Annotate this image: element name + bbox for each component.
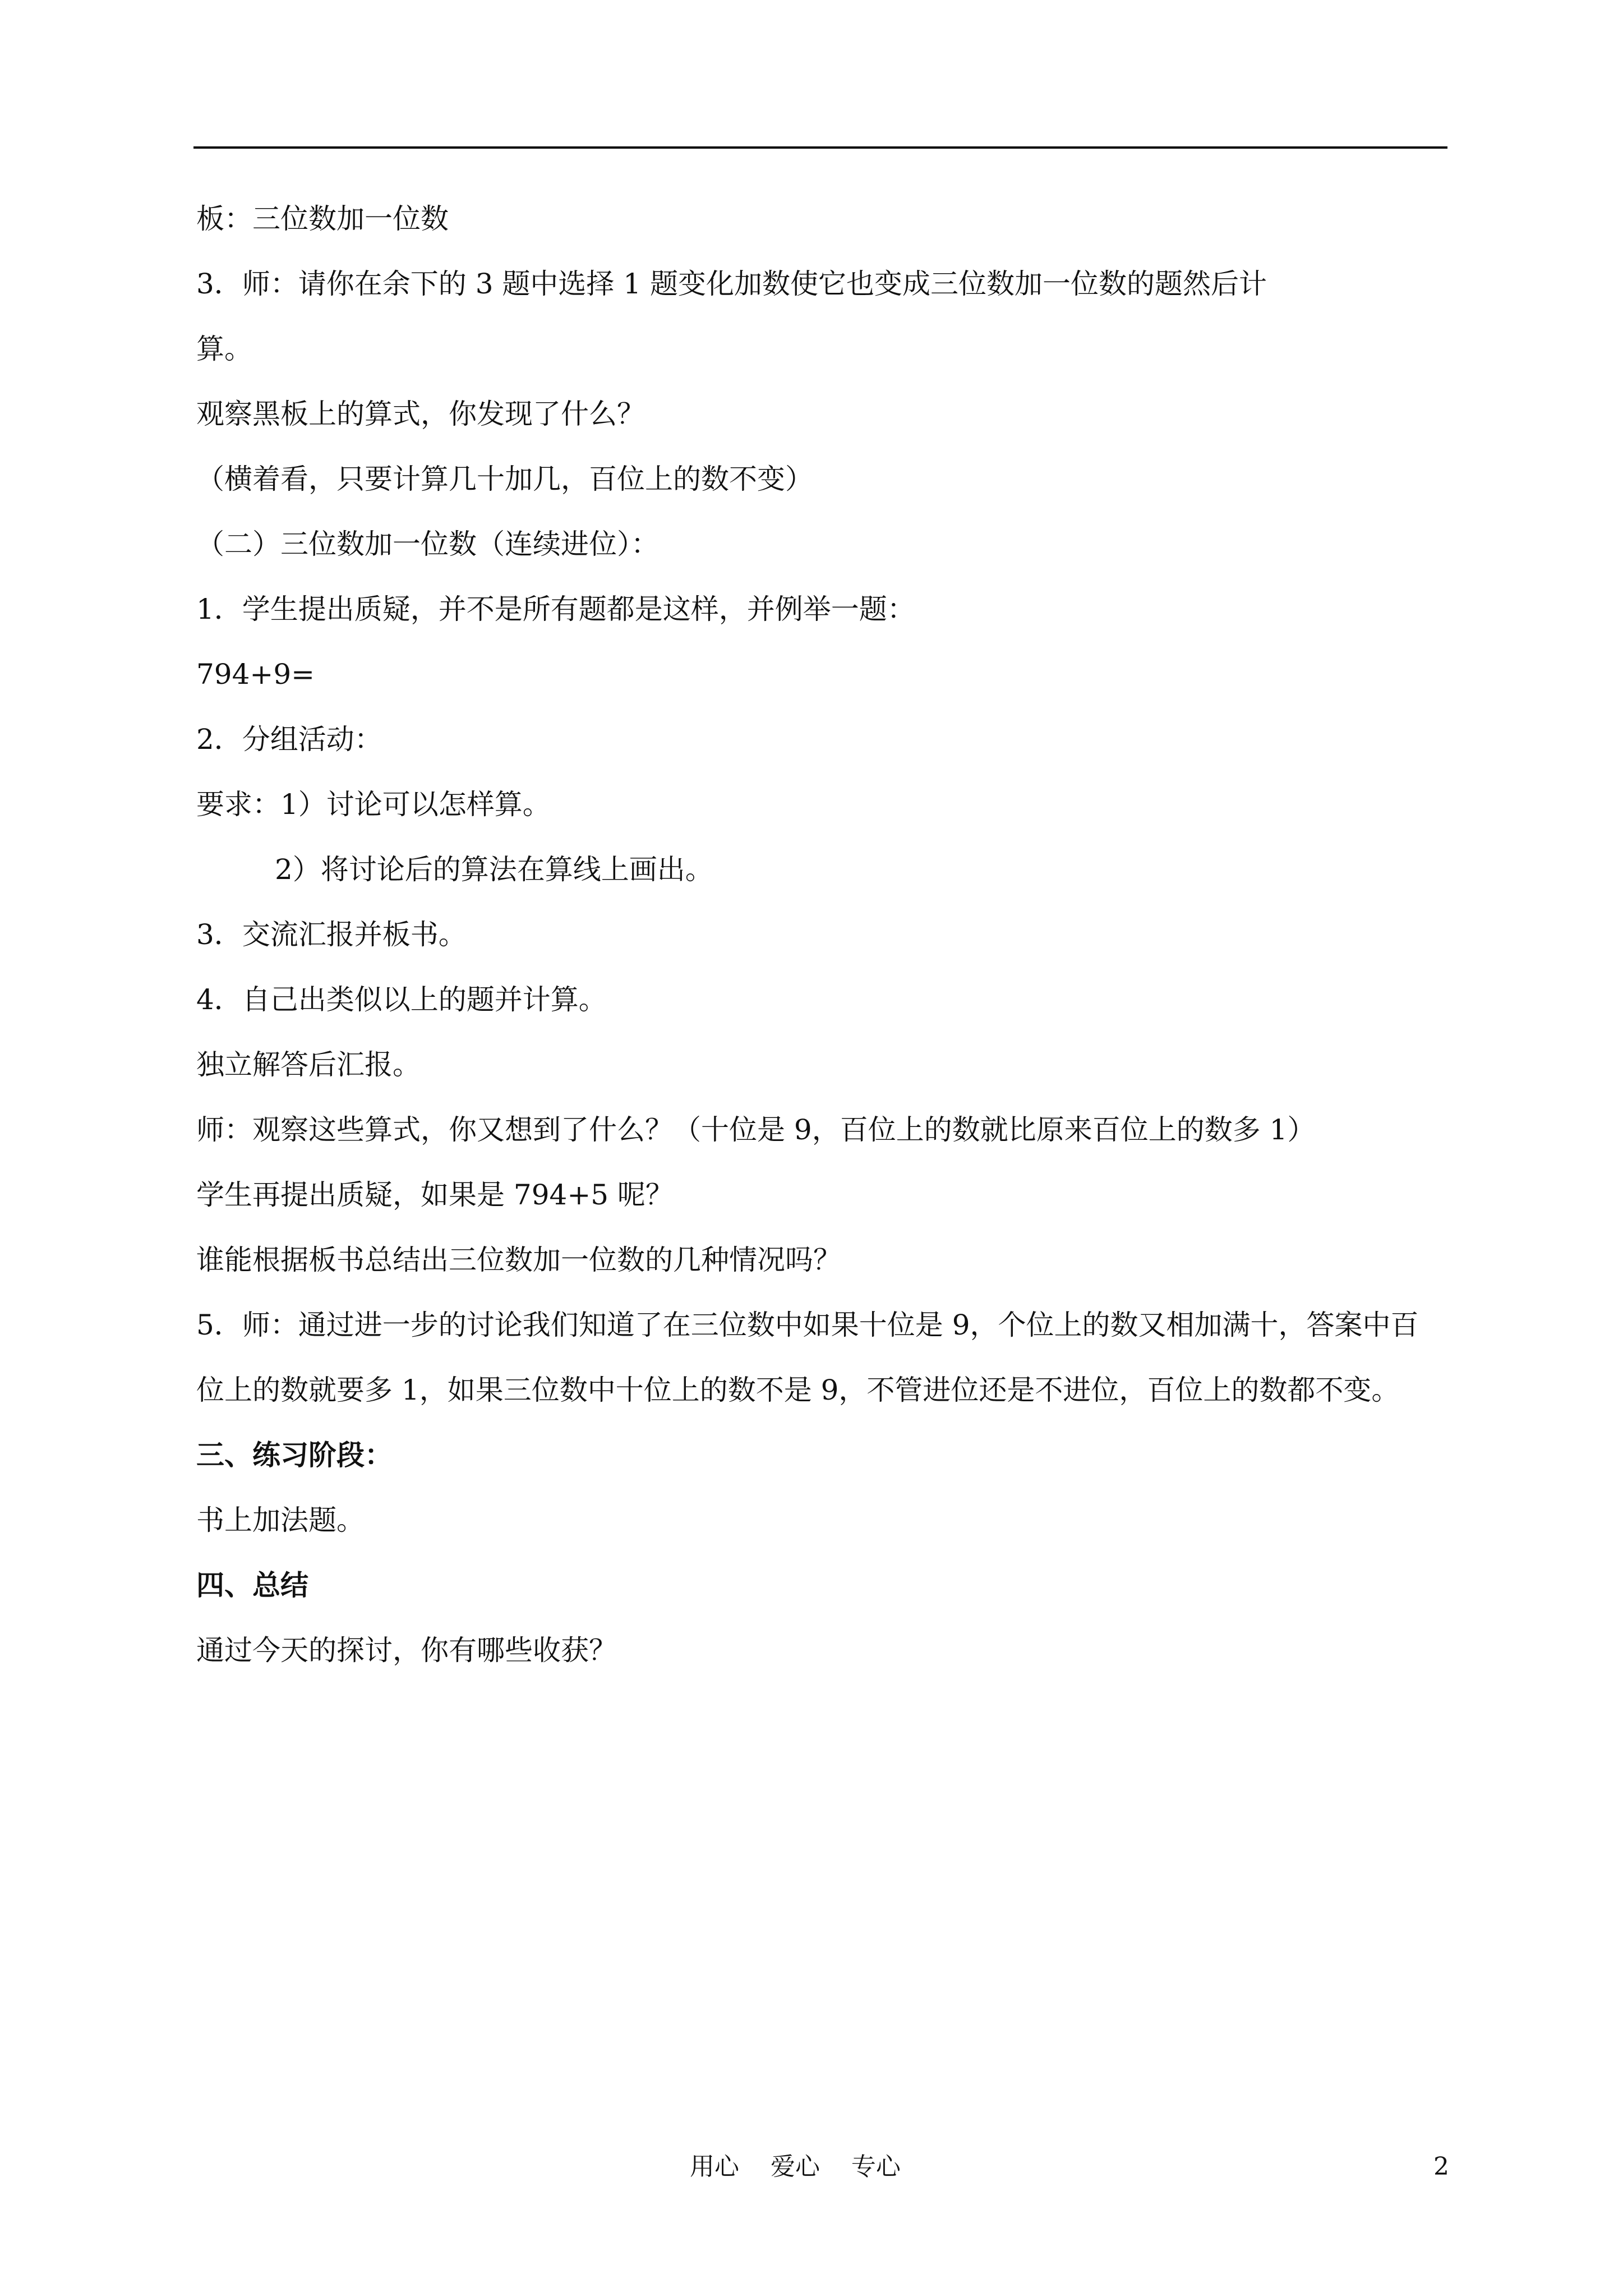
paragraph-step-1: 1．学生提出质疑，并不是所有题都是这样，并例举一题： bbox=[196, 593, 915, 625]
paragraph-student-question: 学生再提出质疑，如果是 794+5 呢？ bbox=[196, 1179, 674, 1211]
paragraph-step-3b: 3．交流汇报并板书。 bbox=[196, 918, 467, 951]
paragraph-board-title: 板：三位数加一位数 bbox=[196, 203, 449, 235]
paragraph-step-5-line-2: 位上的数就要多 1，如果三位数中十位上的数不是 9，不管进位还是不进位，百位上的数都不变。 bbox=[196, 1374, 1400, 1406]
section-heading-practice: 三、练习阶段： bbox=[196, 1438, 393, 1471]
paragraph-step-5-line-1: 5．师：通过进一步的讨论我们知道了在三位数中如果十位是 9，个位上的数又相加满十，答案中百 bbox=[196, 1309, 1419, 1341]
paragraph-observe: 观察黑板上的算式，你发现了什么？ bbox=[196, 398, 645, 430]
paragraph-step-2: 2．分组活动： bbox=[196, 723, 382, 756]
section-heading-summary: 四、总结 bbox=[196, 1568, 308, 1602]
paragraph-independent-answer: 独立解答后汇报。 bbox=[196, 1048, 421, 1081]
paragraph-requirement-1: 要求：1）讨论可以怎样算。 bbox=[196, 788, 551, 821]
paragraph-summary-question: 谁能根据板书总结出三位数加一位数的几种情况吗？ bbox=[196, 1244, 841, 1276]
paragraph-example-equation: 794+9= bbox=[196, 658, 315, 691]
document-body bbox=[196, 202, 1453, 1699]
paragraph-book-exercises: 书上加法题。 bbox=[196, 1504, 365, 1536]
page-number: 2 bbox=[1433, 2152, 1449, 2181]
paragraph-step-3-line-2: 算。 bbox=[196, 333, 252, 365]
paragraph-closing-question: 通过今天的探讨，你有哪些收获？ bbox=[196, 1634, 617, 1667]
header-rule bbox=[193, 146, 1447, 149]
paragraph-step-3-line-1: 3．师：请你在余下的 3 题中选择 1 题变化加数使它也变成三位数加一位数的题然后计 bbox=[196, 268, 1267, 300]
footer-motto: 用心 爱心 专心 bbox=[690, 2152, 901, 2181]
paragraph-requirement-2: 2）将讨论后的算法在算线上画出。 bbox=[275, 853, 713, 886]
section-heading-consecutive-carry: （二）三位数加一位数（连续进位）： bbox=[196, 528, 659, 560]
paragraph-step-4: 4．自己出类似以上的题并计算。 bbox=[196, 983, 607, 1016]
paragraph-horizontal-note: （横着看，只要计算几十加几，百位上的数不变） bbox=[196, 463, 813, 495]
paragraph-teacher-question: 师：观察这些算式，你又想到了什么？（十位是 9，百位上的数就比原来百位上的数多 1） bbox=[196, 1114, 1316, 1146]
